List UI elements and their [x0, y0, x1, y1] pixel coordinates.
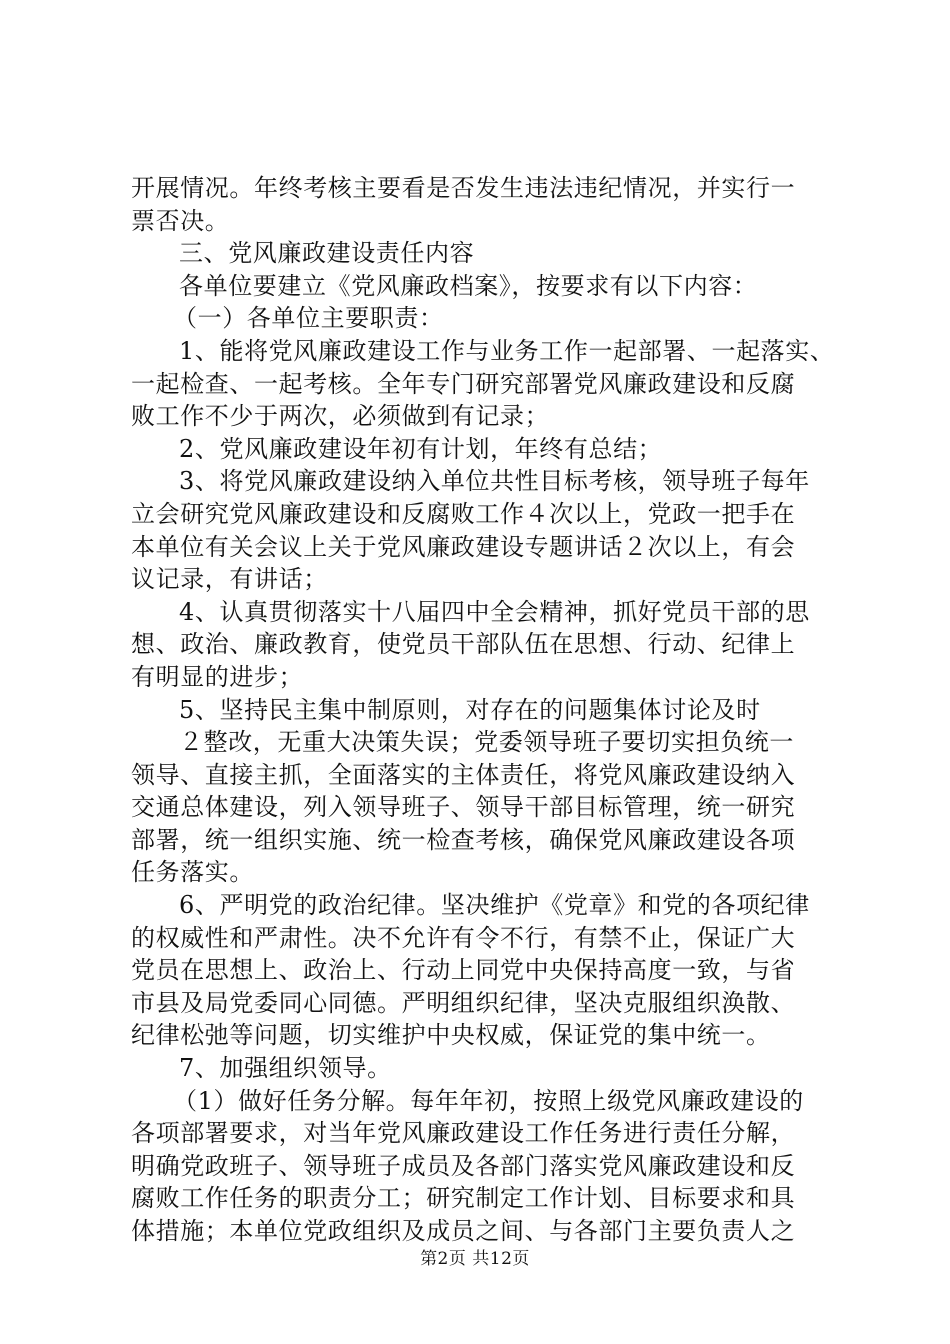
paragraph-line: 领导、直接主抓，全面落实的主体责任，将党风廉政建设纳入	[131, 760, 796, 789]
paragraph-line: 有明显的进步；	[131, 662, 304, 691]
paragraph-line: 一起检查、一起考核。全年专门研究部署党风廉政建设和反腐	[131, 369, 796, 398]
paragraph-line: 任务落实。	[131, 858, 254, 887]
list-item: 5、坚持民主集中制原则，对存在的问题集体讨论及时	[179, 695, 761, 724]
paragraph-line: 票否决。	[131, 206, 230, 235]
list-item: 2、党风廉政建设年初有计划，年终有总结；	[179, 434, 663, 463]
paragraph-line: ２整改，无重大决策失误；党委领导班子要切实担负统一	[179, 728, 794, 757]
paragraph-line: 市县及局党委同心同德。严明组织纪律，坚决克服组织涣散、	[131, 988, 796, 1017]
paragraph-line: 立会研究党风廉政建设和反腐败工作４次以上，党政一把手在	[131, 499, 796, 528]
paragraph-line: 腐败工作任务的职责分工；研究制定工作计划、目标要求和具	[131, 1184, 796, 1213]
paragraph-line: 体措施；本单位党政组织及成员之间、与各部门主要负责人之	[131, 1217, 796, 1245]
paragraph-line: 想、政治、廉政教育，使党员干部队伍在思想、行动、纪律上	[131, 630, 796, 659]
paragraph-line: 纪律松弛等问题，切实维护中央权威，保证党的集中统一。	[131, 1021, 771, 1050]
list-item: 3、将党风廉政建设纳入单位共性目标考核，领导班子每年	[179, 467, 810, 496]
paragraph-line: 各项部署要求，对当年党风廉政建设工作任务进行责任分解，	[131, 1119, 796, 1148]
paragraph-line: 本单位有关会议上关于党风廉政建设专题讲话２次以上，有会	[131, 532, 796, 561]
paragraph-line: 的权威性和严肃性。决不允许有令不行，有禁不止，保证广大	[131, 923, 796, 952]
paragraph-line: 部署，统一组织实施、统一检查考核，确保党风廉政建设各项	[131, 825, 796, 854]
paragraph-line: 开展情况。年终考核主要看是否发生违法违纪情况，并实行一	[131, 174, 796, 202]
section-heading: 三、党风廉政建设责任内容	[179, 239, 475, 268]
subsection-heading: （一）各单位主要职责：	[173, 304, 444, 333]
paragraph-line: 议记录，有讲话；	[131, 565, 328, 594]
list-item: （1）做好任务分解。每年年初，按照上级党风廉政建设的	[173, 1086, 804, 1115]
list-item: 1、能将党风廉政建设工作与业务工作一起部署、一起落实、	[179, 336, 835, 365]
page-number-footer: 第2页 共12页	[420, 1249, 530, 1269]
paragraph-line: 明确党政班子、领导班子成员及各部门落实党风廉政建设和反	[131, 1151, 796, 1180]
list-item: 4、认真贯彻落实十八届四中全会精神，抓好党员干部的思	[179, 597, 810, 626]
list-item: 7、加强组织领导。	[179, 1054, 392, 1083]
paragraph-line: 败工作不少于两次，必须做到有记录；	[131, 402, 550, 431]
paragraph-line: 各单位要建立《党风廉政档案》，按要求有以下内容：	[179, 271, 758, 300]
list-item: 6、严明党的政治纪律。坚决维护《党章》和党的各项纪律	[179, 891, 810, 920]
document-body	[131, 172, 835, 1248]
paragraph-line: 党员在思想上、政治上、行动上同党中央保持高度一致，与省	[131, 956, 796, 985]
paragraph-line: 交通总体建设，列入领导班子、领导干部目标管理，统一研究	[131, 793, 796, 822]
